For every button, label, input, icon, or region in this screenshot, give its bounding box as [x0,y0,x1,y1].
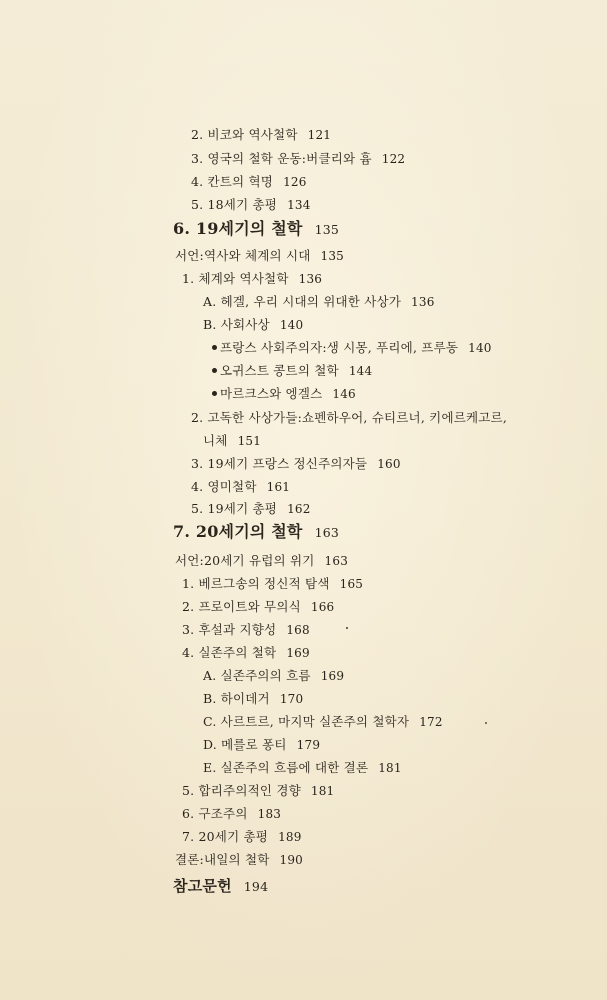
toc-page-number: 162 [287,502,311,516]
toc-entry [182,829,302,845]
toc-page-number: 126 [283,175,307,189]
toc-entry [175,248,344,264]
toc-entry-label: C. 사르트르, 마지막 실존주의 철학자 [203,714,410,729]
toc-page-number: 181 [310,784,335,798]
toc-page-number: 135 [314,222,340,237]
toc-entry [203,737,320,753]
toc-page-number: 136 [411,295,435,309]
toc-page-number: 172 [419,715,443,729]
toc-entry [191,501,311,517]
toc-entry [191,197,311,213]
toc-entry-label: 서언:역사와 체계의 시대 [175,248,311,263]
toc-entry-label: B. 하이데거 [203,691,270,706]
toc-page-number: 144 [348,364,373,378]
paper-speck [346,627,348,629]
toc-page-number: 160 [377,457,401,471]
toc-entry-label: 니체 [203,433,228,448]
toc-entry-label: 5. 합리주의적인 경향 [182,783,301,798]
toc-entry [175,852,303,868]
toc-page-number: 140 [279,318,304,332]
toc-page-number: 140 [468,341,492,355]
toc-entry [191,479,290,495]
toc-entry [203,691,303,707]
toc-entry-label: 1. 베르그송의 정신적 탐색 [182,576,330,591]
toc-entry-label: 마르크스와 엥겔스 [220,386,323,401]
toc-entry [182,806,281,822]
toc-entry-label: D. 메를로 퐁티 [203,737,287,752]
toc-entry-label: 5. 18세기 총평 [191,197,278,212]
toc-entry [182,271,322,287]
toc-entry [203,294,435,310]
toc-page-number: 169 [320,669,345,683]
toc-entry [191,456,401,472]
toc-page-number: 190 [279,853,304,867]
toc-entry-label: 6. 구조주의 [182,806,248,821]
toc-entry-label: 3. 후설과 지향성 [182,622,277,637]
toc-entry [212,340,492,356]
toc-page-number: 194 [243,879,269,894]
chapter-heading [173,522,339,543]
chapter-title: 참고문헌 [173,877,232,895]
toc-entry-label: 4. 칸트의 혁명 [191,174,274,189]
toc-entry-label: 2. 고독한 사상가들:쇼펜하우어, 슈티르너, 키에르케고르, [191,410,508,425]
toc-page-number: 134 [287,198,311,212]
toc-page-number: 161 [266,480,291,494]
toc-entry [191,410,507,426]
toc-entry [191,174,307,190]
toc-entry [175,553,348,569]
toc-entry [182,645,310,661]
toc-entry-label: 프랑스 사회주의자:생 시몽, 푸리에, 프루동 [220,340,459,355]
toc-entry [182,576,363,592]
toc-page-number: 165 [339,577,364,591]
toc-entry [182,599,334,615]
toc-entry-label: E. 실존주의 흐름에 대한 결론 [203,760,369,775]
toc-page-number: 169 [286,646,310,660]
toc-entry-label: 4. 영미철학 [191,479,257,494]
toc-entry-label: 결론:내일의 철학 [175,852,270,867]
toc-entry-label: 오귀스트 콩트의 철학 [220,363,339,378]
toc-entry-label: A. 헤겔, 우리 시대의 위대한 사상가 [203,294,402,309]
toc-page-number: 135 [320,249,345,263]
toc-entry-label: 4. 실존주의 철학 [182,645,277,660]
toc-entry [203,317,303,333]
bullet-icon [212,345,217,350]
bullet-icon [212,391,217,396]
toc-page-number: 163 [324,554,349,568]
toc-entry [203,760,402,776]
toc-page-number: 181 [378,761,402,775]
toc-page-number: 168 [286,623,310,637]
toc-entry-continuation [203,433,261,449]
toc-page-number: 122 [381,152,406,166]
toc-page-number: 136 [298,272,323,286]
toc-entry [191,151,405,167]
toc-entry [191,127,331,143]
toc-entry-label: 2. 비코와 역사철학 [191,127,298,142]
toc-entry [203,668,344,684]
toc-entry [203,714,443,730]
toc-entry-label: 5. 19세기 총평 [191,501,278,516]
toc-page-number: 121 [307,128,332,142]
toc-entry [212,363,372,379]
toc-entry-label: 1. 체계와 역사철학 [182,271,289,286]
paper-speck [485,722,487,724]
toc-entry-label: B. 사회사상 [203,317,270,332]
toc-entry [212,386,356,402]
toc-page-number: 166 [310,600,335,614]
toc-entry-label: 3. 영국의 철학 운동:버클리와 흄 [191,151,372,166]
toc-page-number: 163 [314,525,340,540]
toc-page-number: 179 [296,738,321,752]
toc-page-number: 151 [237,434,262,448]
toc-page-number: 183 [257,807,282,821]
toc-page-number: 189 [278,830,302,844]
chapter-title: 7. 20세기의 철학 [173,522,303,541]
chapter-heading [173,876,268,897]
toc-entry-label: 서언:20세기 유럽의 위기 [175,553,315,568]
toc-entry [182,783,334,799]
toc-page-number: 170 [279,692,304,706]
toc-entry-label: 2. 프로이트와 무의식 [182,599,301,614]
chapter-title: 6. 19세기의 철학 [173,219,303,238]
toc-entry-label: 7. 20세기 총평 [182,829,269,844]
toc-entry [182,622,310,638]
bullet-icon [212,368,217,373]
toc-entry-label: 3. 19세기 프랑스 정신주의자들 [191,456,368,471]
toc-page-number: 146 [332,387,356,401]
toc-entry-label: A. 실존주의의 흐름 [203,668,311,683]
chapter-heading [173,219,339,240]
